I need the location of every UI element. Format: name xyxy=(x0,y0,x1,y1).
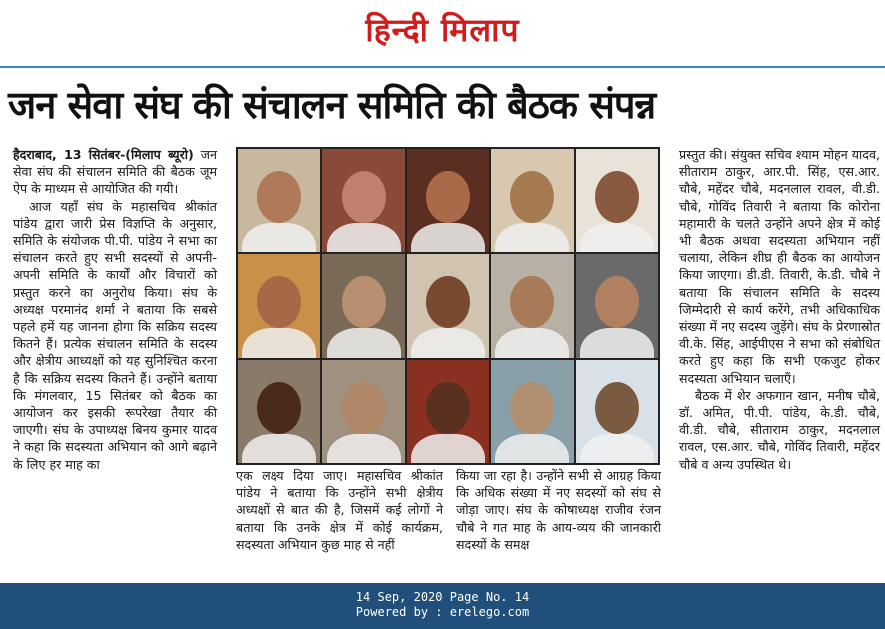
participant-tile xyxy=(576,149,658,252)
participant-shoulders xyxy=(242,434,316,463)
participant-face xyxy=(257,276,301,328)
participant-face xyxy=(510,171,554,223)
participant-tile xyxy=(491,149,573,252)
article-column-3: किया जा रहा है। उन्होंने सभी से आग्रह किया कि अधिक संख्या में नए सदस्यों को संघ से जोड़ा जाए। संघ के कोषाध्यक्ष राजीव रंजन चौबे ने गत माह के आय-व्यय की जानकारी सदस्यों के समक्ष xyxy=(456,468,661,552)
masthead-divider xyxy=(0,66,885,68)
participant-face xyxy=(426,382,470,434)
participant-tile xyxy=(407,149,489,252)
participant-face xyxy=(342,171,386,223)
footer-date-page: 14 Sep, 2020 Page No. 14 xyxy=(355,590,530,604)
participant-face xyxy=(595,382,639,434)
participant-tile xyxy=(576,360,658,463)
participant-shoulders xyxy=(411,434,485,463)
participant-shoulders xyxy=(495,223,569,252)
article-paragraph-4a: प्रस्तुत की। संयुक्त सचिव श्याम मोहन यादव, सीताराम ठाकुर, आर.पी. सिंह, एस.आर. चौबे, महेंदर चौबे, मदनलाल रावल, वी.डी. चौबे, गोविंद तिवारी ने बताया कि कोरोना महामारी के चलते उन्होंने अपने क्षेत्र में कोई भी बैठक अथवा सदस्यता अभियान नहीं चलाया, लेकिन शीघ्र ही बैठक का आयोजन किया जाएगा। डी.डी. तिवारी, के.डी. चौबे ने बताया कि संचालन समिति के सदस्य जिम्मेदारी से कार्य करेंगे, तभी अधिकाधिक संख्या में नए सदस्य जुड़ेंगे। संघ के प्रेरणास्रोत वी.के. सिंह, आईपीएस ने सभा को संबोधित करते हुए कहा कि सभी एकजुट होकर सदस्यता अभियान चलाएँ। xyxy=(679,147,880,386)
participant-tile xyxy=(407,254,489,357)
participant-face xyxy=(342,382,386,434)
participant-shoulders xyxy=(580,223,654,252)
masthead xyxy=(0,0,885,66)
participant-tile xyxy=(322,360,404,463)
participant-tile xyxy=(491,254,573,357)
participant-shoulders xyxy=(495,434,569,463)
participant-tile xyxy=(491,360,573,463)
participant-face xyxy=(257,382,301,434)
zoom-meeting-photo xyxy=(236,147,660,465)
article-column-2: एक लक्ष्य दिया जाए। महासचिव श्रीकांत पांडेय ने बताया कि उन्होंने सभी क्षेत्रीय अध्यक्षों से बात की है, जिसमें कई लोगों ने बताया कि उनके क्षेत्र में कोई कार्यक्रम, सदस्यता अभियान कुछ माह से नहीं xyxy=(236,468,443,552)
participant-face xyxy=(257,171,301,223)
participant-shoulders xyxy=(580,434,654,463)
participant-tile xyxy=(238,254,320,357)
participant-shoulders xyxy=(327,223,401,252)
participant-shoulders xyxy=(327,434,401,463)
participant-shoulders xyxy=(327,328,401,357)
participant-face xyxy=(510,276,554,328)
article-column-1 xyxy=(13,146,217,473)
article-paragraph-2: आज यहाँ संघ के महासचिव श्रीकांत पांडेय द्वारा जारी प्रेस विज्ञप्ति के अनुसार, समिति के संयोजक पी.पी. पांडेय ने सभा का संचालन करते हुए सभी सदस्यों से अपनी-अपनी समिति के कार्यों और विचारों को प्रस्तुत करने का अनुरोध किया। संघ के अध्यक्ष परमानंद शर्मा ने बताया कि सबसे पहले हमें यह जानना होगा कि सक्रिय सदस्य कितने हैं। प्रत्येक संचालन समिति के सदस्य और क्षेत्रीय आध्यक्षों को यह सुनिश्चित करना है कि सक्रिय सदस्य कितने हैं। उन्होंने बताया कि मंगलवार, 15 सितंबर को बैठक का आयोजन कर इसकी रूपरेखा तैयार की जाएगी। संघ के उपाध्यक्ष बिनय कुमार यादव ने कहा कि सदस्यता अभियान को आगे बढ़ाने के लिए हर माह का xyxy=(13,198,217,472)
participant-shoulders xyxy=(495,328,569,357)
page-footer xyxy=(0,583,885,629)
article-headline: जन सेवा संघ की संचालन समिति की बैठक संपन्न xyxy=(8,83,656,127)
participant-tile xyxy=(322,149,404,252)
participant-face xyxy=(426,171,470,223)
participant-face xyxy=(595,171,639,223)
article-dateline: हैदराबाद, 13 सितंबर-(मिलाप ब्यूरो) xyxy=(13,147,194,162)
participant-face xyxy=(342,276,386,328)
participant-shoulders xyxy=(411,328,485,357)
article-paragraph-1: जन सेवा संघ की संचालन समिति की बैठक जूम ऐप के माध्यम से आयोजित की गयी। xyxy=(13,147,217,197)
participant-tile xyxy=(407,360,489,463)
participant-face xyxy=(426,276,470,328)
article-paragraph-4b: बैठक में शेर अफगान खान, मनीष चौबे, डॉ. अमित, पी.पी. पांडेय, के.डी. चौबे, वी.डी. चौबे, सीताराम ठाकुर, मदनलाल रावल, एस.आर. चौबे, गोविंद तिवारी, महेंदर चौबे व अन्य उपस्थित थे। xyxy=(679,387,880,472)
participant-face xyxy=(595,276,639,328)
newspaper-logo: हिन्दी मिलाप xyxy=(365,11,520,49)
participant-shoulders xyxy=(580,328,654,357)
participant-shoulders xyxy=(411,223,485,252)
participant-tile xyxy=(238,360,320,463)
participant-tile xyxy=(322,254,404,357)
footer-powered-by: Powered by : erelego.com xyxy=(355,605,530,619)
participant-shoulders xyxy=(242,223,316,252)
participant-tile xyxy=(576,254,658,357)
participant-shoulders xyxy=(242,328,316,357)
participant-face xyxy=(510,382,554,434)
participant-tile xyxy=(238,149,320,252)
article-column-4 xyxy=(679,146,880,473)
